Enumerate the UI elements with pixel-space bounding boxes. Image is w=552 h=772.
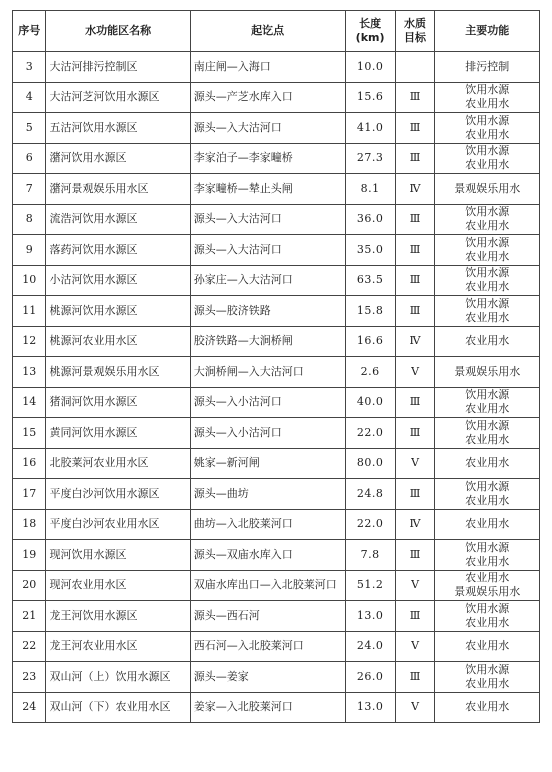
cell-function — [435, 570, 540, 601]
cell-function-secondary: 景观娱乐用水 — [454, 585, 521, 599]
cell-function-primary: 景观娱乐用水 — [454, 181, 521, 195]
cell-function-primary: 景观娱乐用水 — [454, 364, 521, 378]
cell-length: 15.8 — [345, 296, 395, 327]
cell-function — [435, 235, 540, 266]
table-row — [13, 631, 540, 662]
cell-seq: 6 — [13, 143, 46, 174]
cell-function-primary: 饮用水源 — [465, 540, 510, 554]
cell-function-secondary: 农业用水 — [465, 127, 510, 141]
header-name: 水功能区名称 — [46, 11, 190, 52]
table-row — [13, 326, 540, 357]
cell-zone-name: 桃源河饮用水源区 — [46, 296, 190, 327]
cell-function — [435, 692, 540, 723]
cell-function — [435, 326, 540, 357]
cell-zone-name: 桃源河农业用水区 — [46, 326, 190, 357]
table-row — [13, 479, 540, 510]
cell-function-primary: 排污控制 — [465, 59, 510, 73]
cell-grade: Ⅴ — [395, 692, 435, 723]
header-range: 起讫点 — [190, 11, 345, 52]
cell-seq: 16 — [13, 448, 46, 479]
header-length-label: 长度 — [359, 17, 382, 30]
cell-zone-name: 小沽河饮用水源区 — [46, 265, 190, 296]
cell-function — [435, 662, 540, 693]
cell-seq: 18 — [13, 509, 46, 540]
cell-length: 41.0 — [345, 113, 395, 144]
cell-seq: 14 — [13, 387, 46, 418]
cell-length: 35.0 — [345, 235, 395, 266]
table-row — [13, 52, 540, 83]
cell-function-primary: 饮用水源 — [465, 266, 510, 280]
cell-grade: Ⅴ — [395, 357, 435, 388]
cell-length: 36.0 — [345, 204, 395, 235]
cell-range: 源头—双庙水库入口 — [190, 540, 345, 571]
cell-function — [435, 448, 540, 479]
cell-function — [435, 204, 540, 235]
cell-range: 李家泊子—李家疃桥 — [190, 143, 345, 174]
table-row — [13, 235, 540, 266]
cell-length: 10.0 — [345, 52, 395, 83]
cell-zone-name: 流浩河饮用水源区 — [46, 204, 190, 235]
cell-grade: Ⅲ — [395, 662, 435, 693]
cell-function-secondary: 农业用水 — [465, 249, 510, 263]
cell-function-secondary: 农业用水 — [465, 676, 510, 690]
table-row — [13, 174, 540, 205]
cell-range: 曲坊—入北胶莱河口 — [190, 509, 345, 540]
cell-function — [435, 387, 540, 418]
cell-function-secondary: 农业用水 — [465, 493, 510, 507]
cell-function — [435, 174, 540, 205]
cell-zone-name: 五沽河饮用水源区 — [46, 113, 190, 144]
cell-function-primary: 饮用水源 — [465, 144, 510, 158]
cell-grade: Ⅴ — [395, 570, 435, 601]
header-length-unit: (km) — [355, 31, 385, 44]
header-grade-line2: 目标 — [404, 31, 427, 44]
table-body — [13, 52, 540, 723]
cell-function-primary: 饮用水源 — [465, 235, 510, 249]
table-row — [13, 448, 540, 479]
cell-zone-name: 大沽河排污控制区 — [46, 52, 190, 83]
cell-range: 南庄闸—入海口 — [190, 52, 345, 83]
cell-zone-name: 落药河饮用水源区 — [46, 235, 190, 266]
cell-seq: 9 — [13, 235, 46, 266]
water-function-zone-table — [12, 10, 540, 723]
cell-length: 13.0 — [345, 601, 395, 632]
header-grade — [395, 11, 435, 52]
cell-grade: Ⅲ — [395, 204, 435, 235]
cell-length: 15.6 — [345, 82, 395, 113]
cell-grade: Ⅲ — [395, 479, 435, 510]
cell-zone-name: 桃源河景观娱乐用水区 — [46, 357, 190, 388]
cell-function-primary: 饮用水源 — [465, 113, 510, 127]
table-row — [13, 204, 540, 235]
table-row — [13, 662, 540, 693]
cell-range: 源头—西石河 — [190, 601, 345, 632]
cell-zone-name: 龙王河饮用水源区 — [46, 601, 190, 632]
cell-range: 源头—入大沽河口 — [190, 235, 345, 266]
header-grade-line1: 水质 — [404, 17, 427, 30]
cell-zone-name: 现河饮用水源区 — [46, 540, 190, 571]
cell-length: 13.0 — [345, 692, 395, 723]
cell-function-secondary: 农业用水 — [465, 554, 510, 568]
cell-function-primary: 农业用水 — [465, 456, 510, 470]
cell-seq: 17 — [13, 479, 46, 510]
cell-function — [435, 631, 540, 662]
cell-function — [435, 265, 540, 296]
cell-length: 22.0 — [345, 509, 395, 540]
table-row — [13, 540, 540, 571]
cell-function-primary: 农业用水 — [465, 571, 510, 585]
cell-range: 源头—入小沽河口 — [190, 418, 345, 449]
cell-grade: Ⅲ — [395, 235, 435, 266]
cell-range: 源头—入大沽河口 — [190, 113, 345, 144]
cell-function-primary: 饮用水源 — [465, 205, 510, 219]
table-row — [13, 82, 540, 113]
cell-function-primary: 农业用水 — [465, 700, 510, 714]
cell-function-secondary: 农业用水 — [465, 432, 510, 446]
cell-function-secondary: 农业用水 — [465, 280, 510, 294]
cell-range: 源头—曲坊 — [190, 479, 345, 510]
table-row — [13, 509, 540, 540]
cell-seq: 4 — [13, 82, 46, 113]
cell-zone-name: 潴河饮用水源区 — [46, 143, 190, 174]
cell-range: 源头—姜家 — [190, 662, 345, 693]
cell-length: 27.3 — [345, 143, 395, 174]
table-row — [13, 387, 540, 418]
cell-range: 西石河—入北胶莱河口 — [190, 631, 345, 662]
cell-function-primary: 饮用水源 — [465, 418, 510, 432]
cell-range: 胶济铁路—大涧桥闸 — [190, 326, 345, 357]
cell-seq: 11 — [13, 296, 46, 327]
cell-seq: 8 — [13, 204, 46, 235]
cell-length: 22.0 — [345, 418, 395, 449]
cell-function-secondary: 农业用水 — [465, 310, 510, 324]
cell-seq: 12 — [13, 326, 46, 357]
cell-seq: 10 — [13, 265, 46, 296]
cell-zone-name: 北胶莱河农业用水区 — [46, 448, 190, 479]
header-function: 主要功能 — [435, 11, 540, 52]
cell-grade: Ⅳ — [395, 174, 435, 205]
cell-function — [435, 82, 540, 113]
cell-grade: Ⅴ — [395, 631, 435, 662]
cell-zone-name: 双山河（上）饮用水源区 — [46, 662, 190, 693]
cell-range: 源头—入大沽河口 — [190, 204, 345, 235]
cell-grade: Ⅲ — [395, 113, 435, 144]
table-row — [13, 570, 540, 601]
cell-length: 63.5 — [345, 265, 395, 296]
cell-function-secondary: 农业用水 — [465, 615, 510, 629]
cell-function-secondary: 农业用水 — [465, 219, 510, 233]
cell-grade: Ⅲ — [395, 601, 435, 632]
cell-seq: 3 — [13, 52, 46, 83]
cell-grade: Ⅲ — [395, 540, 435, 571]
cell-function-primary: 饮用水源 — [465, 83, 510, 97]
cell-zone-name: 黄同河饮用水源区 — [46, 418, 190, 449]
table-row — [13, 296, 540, 327]
cell-grade: Ⅴ — [395, 448, 435, 479]
cell-range: 双庙水库出口—入北胶莱河口 — [190, 570, 345, 601]
table-row — [13, 357, 540, 388]
cell-function — [435, 509, 540, 540]
cell-function-primary: 农业用水 — [465, 517, 510, 531]
cell-function — [435, 418, 540, 449]
header-length — [345, 11, 395, 52]
cell-length: 24.8 — [345, 479, 395, 510]
cell-function — [435, 52, 540, 83]
cell-seq: 21 — [13, 601, 46, 632]
cell-length: 24.0 — [345, 631, 395, 662]
cell-zone-name: 潴河景观娱乐用水区 — [46, 174, 190, 205]
cell-zone-name: 平度白沙河农业用水区 — [46, 509, 190, 540]
cell-function-primary: 饮用水源 — [465, 388, 510, 402]
cell-grade: Ⅲ — [395, 418, 435, 449]
cell-seq: 15 — [13, 418, 46, 449]
cell-grade: Ⅲ — [395, 296, 435, 327]
cell-grade: Ⅲ — [395, 265, 435, 296]
cell-zone-name: 现河农业用水区 — [46, 570, 190, 601]
cell-range: 源头—入小沽河口 — [190, 387, 345, 418]
cell-grade: Ⅲ — [395, 387, 435, 418]
cell-grade: Ⅳ — [395, 326, 435, 357]
cell-function-primary: 农业用水 — [465, 639, 510, 653]
cell-function-primary: 饮用水源 — [465, 479, 510, 493]
cell-range: 姚家—新河闸 — [190, 448, 345, 479]
cell-zone-name: 大沽河芝河饮用水源区 — [46, 82, 190, 113]
cell-seq: 24 — [13, 692, 46, 723]
cell-range: 孙家庄—入大沽河口 — [190, 265, 345, 296]
cell-function-primary: 农业用水 — [465, 334, 510, 348]
cell-range: 李家疃桥—辇止头闸 — [190, 174, 345, 205]
table-row — [13, 692, 540, 723]
cell-length: 40.0 — [345, 387, 395, 418]
cell-function-secondary: 农业用水 — [465, 158, 510, 172]
cell-seq: 5 — [13, 113, 46, 144]
table-row — [13, 265, 540, 296]
cell-function-primary: 饮用水源 — [465, 662, 510, 676]
cell-zone-name: 猪洞河饮用水源区 — [46, 387, 190, 418]
cell-length: 7.8 — [345, 540, 395, 571]
cell-length: 8.1 — [345, 174, 395, 205]
cell-length: 26.0 — [345, 662, 395, 693]
cell-function — [435, 601, 540, 632]
cell-zone-name: 平度白沙河饮用水源区 — [46, 479, 190, 510]
cell-length: 2.6 — [345, 357, 395, 388]
cell-seq: 23 — [13, 662, 46, 693]
cell-range: 大涧桥闸—入大沽河口 — [190, 357, 345, 388]
cell-range: 姜家—入北胶莱河口 — [190, 692, 345, 723]
cell-zone-name: 双山河（下）农业用水区 — [46, 692, 190, 723]
table-row — [13, 418, 540, 449]
cell-function-secondary: 农业用水 — [465, 97, 510, 111]
cell-length: 16.6 — [345, 326, 395, 357]
cell-range: 源头—胶济铁路 — [190, 296, 345, 327]
cell-seq: 20 — [13, 570, 46, 601]
cell-function — [435, 143, 540, 174]
header-seq: 序号 — [13, 11, 46, 52]
cell-function — [435, 357, 540, 388]
cell-length: 80.0 — [345, 448, 395, 479]
table-row — [13, 113, 540, 144]
cell-function — [435, 296, 540, 327]
cell-function-secondary: 农业用水 — [465, 402, 510, 416]
cell-range: 源头—产芝水库入口 — [190, 82, 345, 113]
table-header-row — [13, 11, 540, 52]
cell-function-primary: 饮用水源 — [465, 296, 510, 310]
cell-function — [435, 479, 540, 510]
cell-seq: 22 — [13, 631, 46, 662]
cell-length: 51.2 — [345, 570, 395, 601]
cell-seq: 7 — [13, 174, 46, 205]
table-row — [13, 143, 540, 174]
cell-grade — [395, 52, 435, 83]
cell-grade: Ⅲ — [395, 143, 435, 174]
cell-grade: Ⅳ — [395, 509, 435, 540]
cell-grade: Ⅲ — [395, 82, 435, 113]
cell-function-primary: 饮用水源 — [465, 601, 510, 615]
cell-seq: 19 — [13, 540, 46, 571]
cell-zone-name: 龙王河农业用水区 — [46, 631, 190, 662]
cell-function — [435, 540, 540, 571]
cell-seq: 13 — [13, 357, 46, 388]
cell-function — [435, 113, 540, 144]
table-row — [13, 601, 540, 632]
